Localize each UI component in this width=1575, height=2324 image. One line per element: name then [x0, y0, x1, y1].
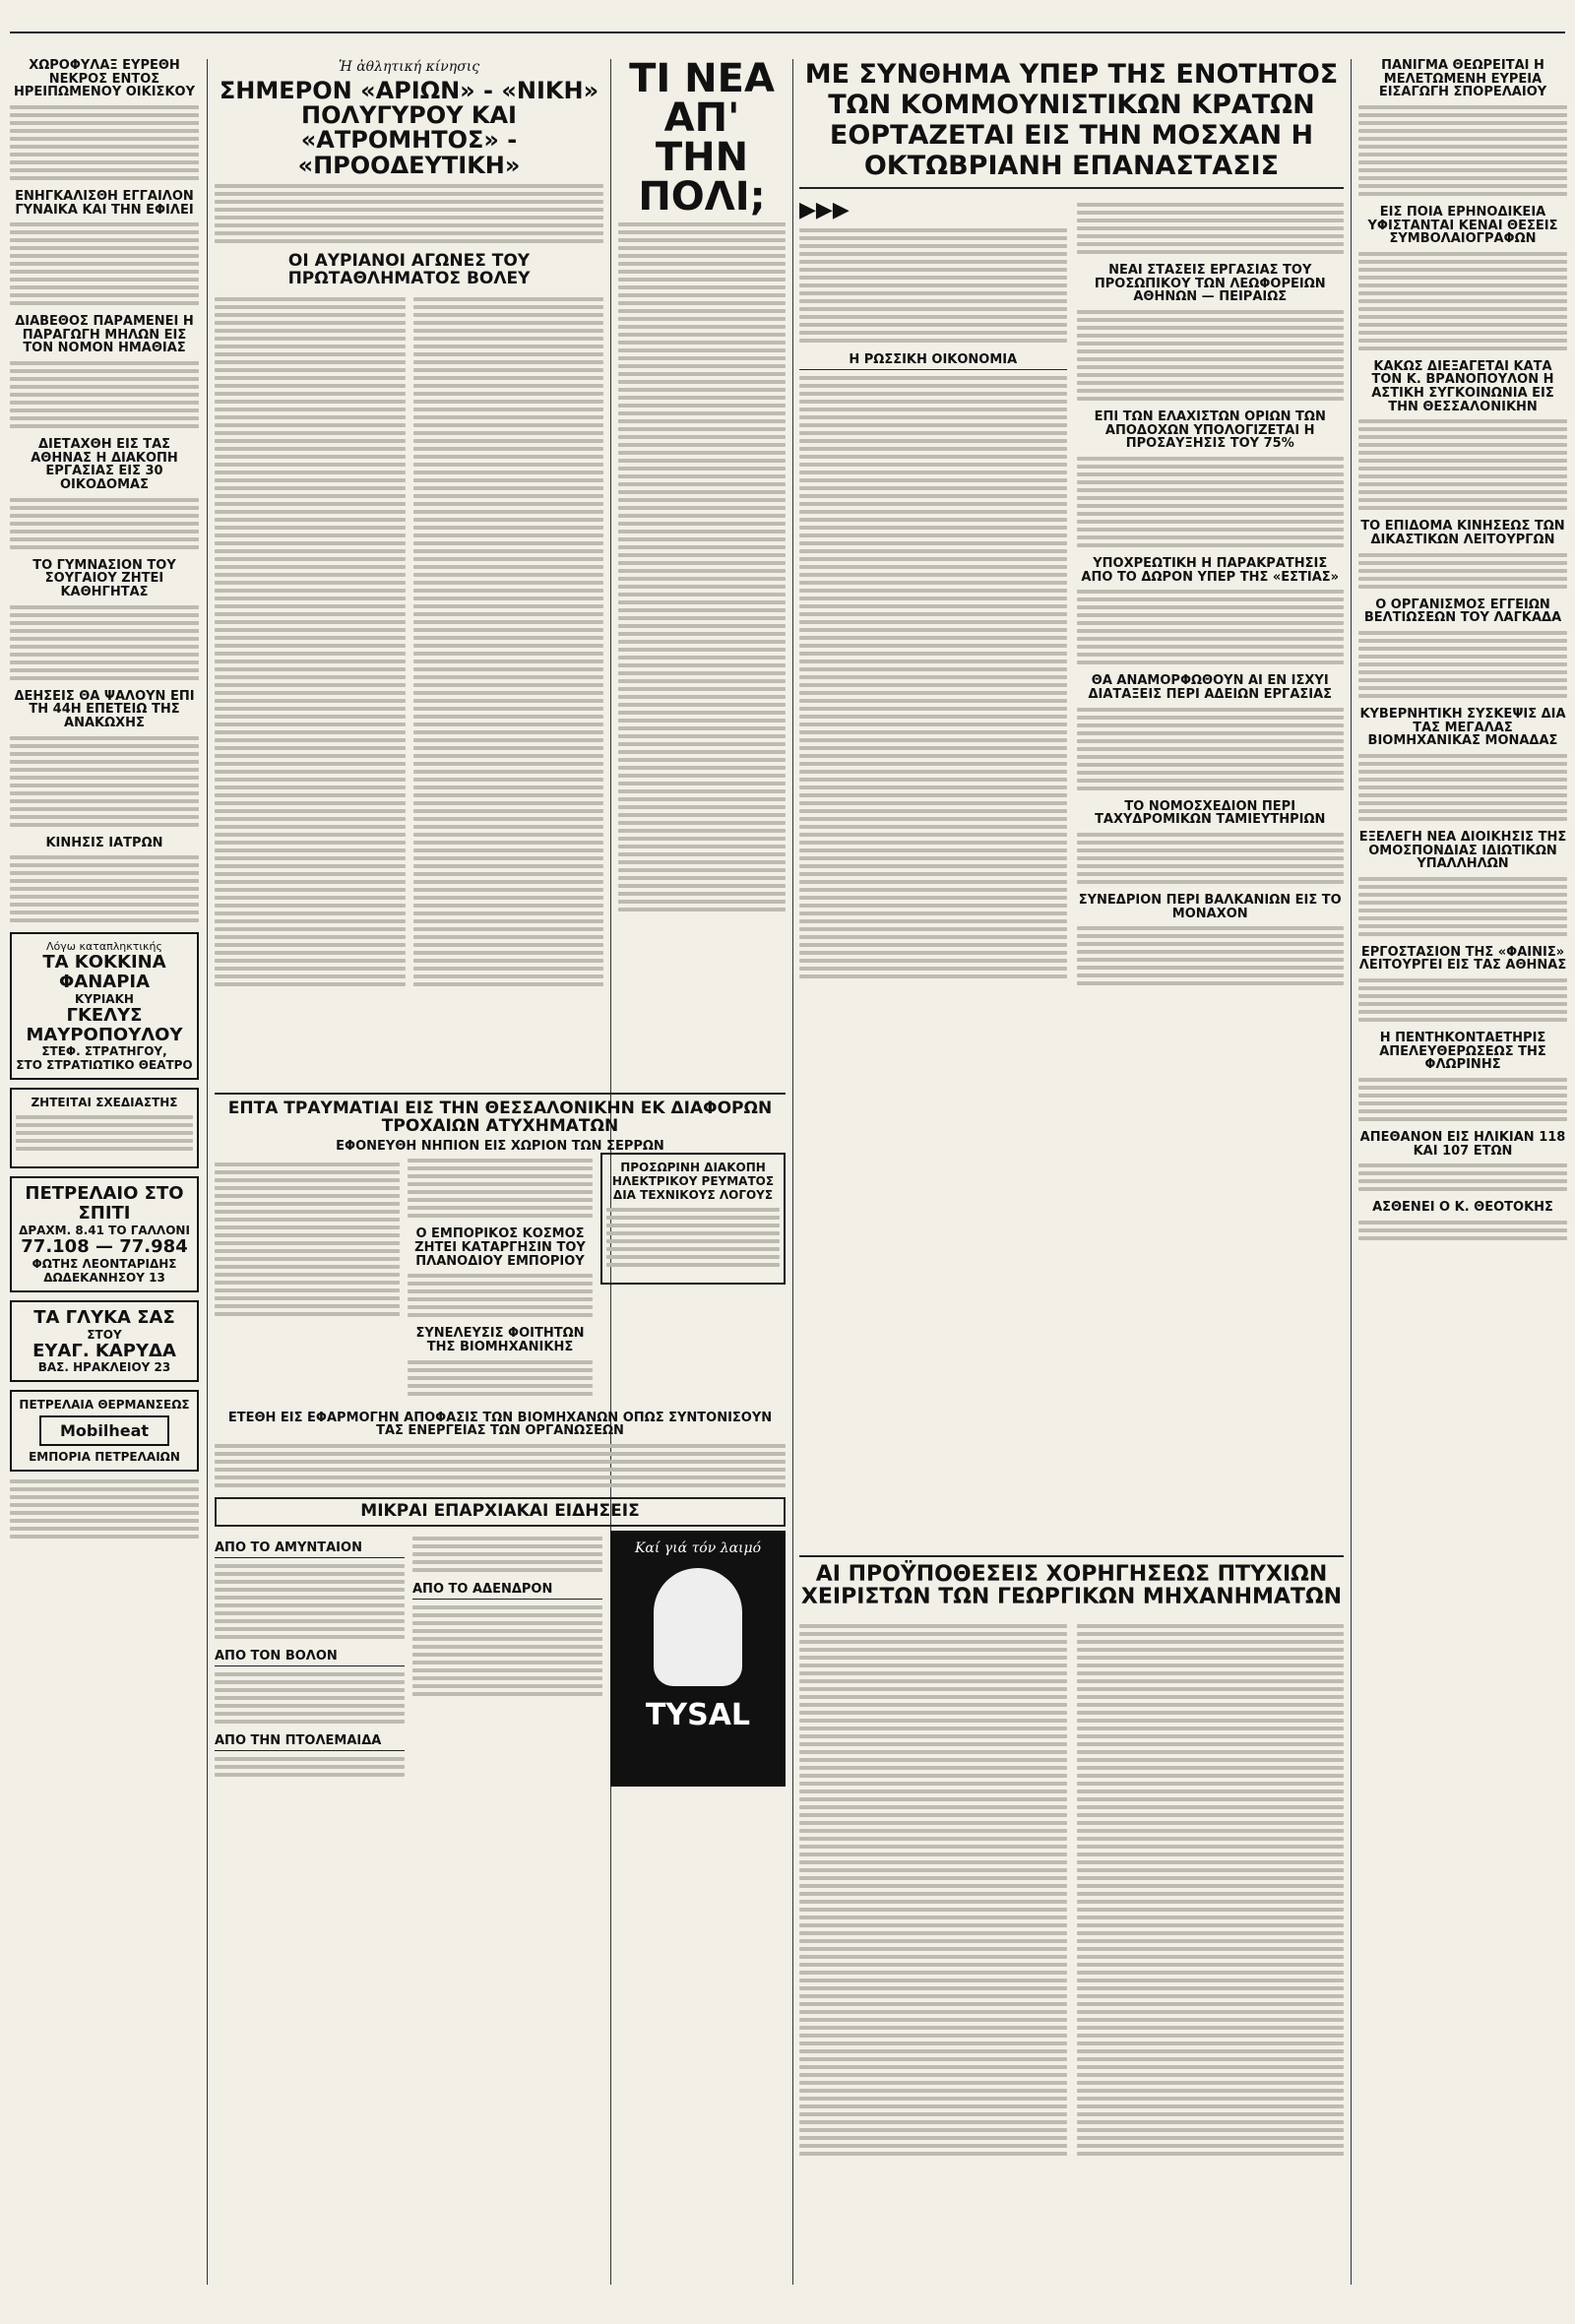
body-text [215, 1564, 405, 1639]
theatre-ad [10, 932, 199, 1080]
body-text [10, 361, 199, 428]
sweets-ad [10, 1300, 199, 1383]
headline: ΝΕΑΙ ΣΤΑΣΕΙΣ ΕΡΓΑΣΙΑΣ ΤΟΥ ΠΡΟΣΩΠΙΚΟΥ ΤΩΝ ΛΕΩΦΟΡΕΙΩΝ ΑΘΗΝΩΝ — ΠΕΙΡΑΙΩΣ [1094, 263, 1326, 305]
right-column [1358, 59, 1567, 1250]
lead-headline: ΜΕ ΣΥΝΘΗΜΑ ΥΠΕΡ ΤΗΣ ΕΝΟΤΗΤΟΣ ΤΩΝ ΚΟΜΜΟΥΝΙΣΤΙΚΩΝ ΚΡΑΤΩΝ ΕΟΡΤΑΖΕΤΑΙ ΕΙΣ ΤΗΝ ΜΟΣΧΑΝ Η ΟΚΤΩΒΡΙΑΝΗ ΕΠΑΝΑΣΤΑΣΙΣ [799, 59, 1344, 189]
brand-logo: Mobilheat [39, 1415, 169, 1446]
headline: ΣΥΝΕΛΕΥΣΙΣ ΦΟΙΤΗΤΩΝ ΤΗΣ ΒΙΟΜΗΧΑΝΙΚΗΣ [415, 1326, 585, 1354]
body-text [1077, 590, 1345, 664]
body-text [618, 222, 786, 911]
body-text [1358, 877, 1567, 936]
headline: ΔΙΑΒΕΘΟΣ ΠΑΡΑΜΕΝΕΙ Η ΠΑΡΑΓΩΓΗ ΜΗΛΩΝ ΕΙΣ ΤΟΝ ΝΟΜΟΝ ΗΜΑΘΙΑΣ [15, 314, 194, 356]
sports-section [215, 59, 603, 1000]
body-text [408, 1274, 593, 1317]
body-columns [215, 1153, 786, 1405]
body-text [10, 222, 199, 305]
body-text [1358, 419, 1567, 510]
subhead: ΑΠΟ ΤΗΝ ΠΤΟΛΕΜΑΙΔΑ [215, 1733, 405, 1751]
left-column [10, 59, 199, 1548]
body-text [10, 605, 199, 680]
ad-line: ΚΥΡΙΑΚΗ [75, 991, 134, 1006]
subhead: ΑΠΟ ΤΟΝ ΒΟΛΟΝ [215, 1649, 405, 1666]
main-body-columns [799, 197, 1344, 995]
body-text [10, 498, 199, 549]
body-text [10, 1479, 199, 1539]
ad-title: ΖΗΤΕΙΤΑΙ ΣΧΕΔΙΑΣΤΗΣ [31, 1096, 178, 1110]
body-columns [799, 1614, 1344, 2169]
ad-line: ΣΤΕΦ. ΣΤΡΑΤΗΓΟΥ, [41, 1044, 167, 1059]
body-text [10, 105, 199, 180]
body-text [10, 855, 199, 922]
headline: ΘΑ ΑΝΑΜΟΡΦΩΘΟΥΝ ΑΙ ΕΝ ΙΣΧΥΙ ΔΙΑΤΑΞΕΙΣ ΠΕΡΙ ΑΔΕΙΩΝ ΕΡΓΑΣΙΑΣ [1088, 673, 1333, 702]
lower-main-story [799, 1555, 1344, 2169]
headline: ΕΦΟΝΕΥΘΗ ΝΗΠΙΟΝ ΕΙΣ ΧΩΡΙΟΝ ΤΩΝ ΣΕΡΡΩΝ [336, 1138, 664, 1154]
body-text [1077, 457, 1345, 547]
body-text [215, 1757, 405, 1777]
headline: ΕΡΓΟΣΤΑΣΙΟΝ ΤΗΣ «ΦΑΙΝΙΣ» ΛΕΙΤΟΥΡΓΕΙ ΕΙΣ ΤΑΣ ΑΘΗΝΑΣ [1358, 944, 1567, 974]
headline: ΥΠΟΧΡΕΩΤΙΚΗ Η ΠΑΡΑΚΡΑΤΗΣΙΣ ΑΠΟ ΤΟ ΔΩΡΟΝ ΥΠΕΡ ΤΗΣ «ΕΣΤΙΑΣ» [1081, 556, 1340, 585]
body-text [1358, 1163, 1567, 1191]
body-text [606, 1208, 780, 1267]
body-text [1358, 631, 1567, 698]
arrows-icon: ▶▶▶ [799, 197, 850, 223]
body-text [215, 184, 603, 243]
headline: ΑΙ ΠΡΟΫΠΟΘΕΣΕΙΣ ΧΟΡΗΓΗΣΕΩΣ ΠΤΥΧΙΩΝ ΧΕΙΡΙΣΤΩΝ ΤΩΝ ΓΕΩΡΓΙΚΩΝ ΜΗΧΑΝΗΜΑΤΩΝ [799, 1555, 1344, 1608]
body-text [413, 293, 604, 990]
section-title: ΤΙ ΝΕΑ ΑΠ' ΤΗΝ ΠΟΛΙ; [629, 56, 775, 220]
main-col-b [1077, 197, 1345, 995]
section-kicker: Ἡ ἀθλητική κίνησις [338, 59, 480, 75]
headline: Ο ΟΡΓΑΝΙΣΜΟΣ ΕΓΓΕΙΩΝ ΒΕΛΤΙΩΣΕΩΝ ΤΟΥ ΛΑΓΚΑΔΑ [1363, 597, 1562, 626]
ad-title: ΠΕΤΡΕΛΑΙΟ ΣΤΟ ΣΠΙΤΙ [25, 1183, 184, 1225]
ad-title: ΕΥΑΓ. ΚΑΡΥΔΑ [32, 1340, 176, 1361]
headline: ΕΤΕΘΗ ΕΙΣ ΕΦΑΡΜΟΓΗΝ ΑΠΟΦΑΣΙΣ ΤΩΝ ΒΙΟΜΗΧΑΝΩΝ ΟΠΩΣ ΣΥΝΤΟΝΙΣΟΥΝ ΤΑΣ ΕΝΕΡΓΕΙΑΣ ΤΩΝ ΟΡΓΑΝΩΣΕΩΝ [227, 1410, 773, 1439]
face-illustration [654, 1568, 742, 1686]
body-text [1358, 1221, 1567, 1240]
main-story [799, 59, 1344, 995]
headline: ΕΠΙ ΤΩΝ ΕΛΑΧΙΣΤΩΝ ΟΡΙΩΝ ΤΩΝ ΑΠΟΔΟΧΩΝ ΥΠΟΛΟΓΙΖΕΤΑΙ Η ΠΡΟΣΑΥΞΗΣΙΣ ΤΟΥ 75% [1094, 409, 1326, 452]
notice-title: ΠΡΟΣΩΡΙΝΗ ΔΙΑΚΟΠΗ ΗΛΕΚΤΡΙΚΟΥ ΡΕΥΜΑΤΟΣ ΔΙΑ ΤΕΧΝΙΚΟΥΣ ΛΟΓΟΥΣ [611, 1161, 775, 1203]
body-col [408, 1153, 593, 1405]
body-text [1358, 252, 1567, 350]
ad-line: ΔΡΑΧΜ. 8.41 ΤΟ ΓΑΛΛΟΝΙ [19, 1223, 190, 1237]
ad-line: ΕΜΠΟΡΙΑ ΠΕΤΡΕΛΑΙΩΝ [29, 1450, 180, 1465]
headline: ΧΩΡΟΦΥΛΑΞ ΕΥΡΕΘΗ ΝΕΚΡΟΣ ΕΝΤΟΣ ΗΡΕΙΠΩΜΕΝΟΥ ΟΙΚΙΣΚΟΥ [14, 58, 195, 100]
body-text [1358, 105, 1567, 196]
body-text [1358, 978, 1567, 1022]
ad-line: Καί γιά τόν λαιμό [634, 1539, 762, 1556]
body-col [215, 1531, 405, 1787]
headline: ΤΟ ΝΟΜΟΣΧΕΔΙΟΝ ΠΕΡΙ ΤΑΧΥΔΡΟΜΙΚΩΝ ΤΑΜΙΕΥΤΗΡΙΩΝ [1095, 798, 1326, 828]
body-text [799, 376, 1067, 978]
body-text [215, 293, 406, 990]
body-text [1358, 754, 1567, 821]
body-text [16, 1115, 193, 1151]
headline: ΔΙΕΤΑΧΘΗ ΕΙΣ ΤΑΣ ΑΘΗΝΑΣ Η ΔΙΑΚΟΠΗ ΕΡΓΑΣΙΑΣ ΕΙΣ 30 ΟΙΚΟΔΟΜΑΣ [31, 437, 178, 493]
page-top-strip [0, 10, 1575, 33]
body-text [1077, 708, 1345, 790]
ad-title: ΓΚΕΛΥΣ ΜΑΥΡΟΠΟΥΛΟΥ [26, 1004, 183, 1045]
headline: ΕΞΕΛΕΓΗ ΝΕΑ ΔΙΟΙΚΗΣΙΣ ΤΗΣ ΟΜΟΣΠΟΝΔΙΑΣ ΙΔΙΩΤΙΚΩΝ ΥΠΑΛΛΗΛΩΝ [1358, 829, 1567, 872]
body-text [1077, 833, 1345, 884]
ad-phone: 77.108 — 77.984 [21, 1235, 188, 1257]
body-text [1077, 310, 1345, 401]
heating-oil-ad [10, 1176, 199, 1291]
headline: ΠΑΝΙΓΜΑ ΘΕΩΡΕΙΤΑΙ Η ΜΕΛΕΤΩΜΕΝΗ ΕΥΡΕΙΑ ΕΙΣΑΓΩΓΗ ΣΠΟΡΕΛΑΙΟΥ [1378, 58, 1547, 100]
column-rule [207, 59, 208, 2285]
subhead: Η ΡΩΣΣΙΚΗ ΟΙΚΟΝΟΜΙΑ [799, 352, 1067, 370]
tinea-section [618, 56, 786, 921]
body-col [412, 1531, 602, 1787]
headline: ΣΥΝΕΔΡΙΟΝ ΠΕΡΙ ΒΑΛΚΑΝΙΩΝ ΕΙΣ ΤΟ ΜΟΝΑΧΟΝ [1078, 892, 1342, 921]
column-rule [1351, 59, 1352, 2285]
body-text [215, 1444, 786, 1487]
body-text [412, 1605, 602, 1696]
ad-line: ΣΤΟ ΣΤΡΑΤΙΩΤΙΚΟ ΘΕΑΤΡΟ [16, 1058, 193, 1073]
body-columns [215, 287, 603, 1000]
body-text [408, 1159, 593, 1218]
headline: ΚΥΒΕΡΝΗΤΙΚΗ ΣΥΣΚΕΨΙΣ ΔΙΑ ΤΑΣ ΜΕΓΑΛΑΣ ΒΙΟΜΗΧΑΝΙΚΑΣ ΜΟΝΑΔΑΣ [1359, 706, 1566, 749]
body-text [1358, 1078, 1567, 1121]
body-text [799, 1620, 1067, 2160]
headline: ΕΝΗΓΚΑΛΙΣΘΗ ΕΓΓΑΙΛΟΝ ΓΥΝΑΙΚΑ ΚΑΙ ΤΗΝ ΕΦΙΛΕΙ [15, 188, 194, 218]
headline: ΜΙΚΡΑΙ ΕΠΑΡΧΙΑΚΑΙ ΕΙΔΗΣΕΙΣ [215, 1497, 786, 1527]
headline: ΕΙΣ ΠΟΙΑ ΕΡΗΝΟΔΙΚΕΙΑ ΥΦΙΣΤΑΝΤΑΙ ΚΕΝΑΙ ΘΕΣΕΙΣ ΣΥΜΒΟΛΑΙΟΓΡΑΦΩΝ [1367, 204, 1558, 247]
headline: ΚΙΝΗΣΙΣ ΙΑΤΡΩΝ [45, 835, 163, 850]
headline: ΕΠΤΑ ΤΡΑΥΜΑΤΙΑΙ ΕΙΣ ΤΗΝ ΘΕΣΣΑΛΟΝΙΚΗΝ ΕΚ ΔΙΑΦΟΡΩΝ ΤΡΟΧΑΙΩΝ ΑΤΥΧΗΜΑΤΩΝ [227, 1099, 773, 1136]
body-text [412, 1537, 602, 1572]
tysal-ad [610, 1531, 786, 1787]
headline: ΑΣΘΕΝΕΙ Ο Κ. ΘΕΟΤΟΚΗΣ [1372, 1200, 1553, 1216]
ad-title: ΠΕΤΡΕΛΑΙΑ ΘΕΡΜΑΝΣΕΩΣ [19, 1398, 190, 1413]
body-text [215, 1159, 400, 1395]
body-text [799, 228, 1067, 343]
column-rule [792, 59, 793, 2285]
headline: Η ΠΕΝΤΗΚΟΝΤΑΕΤΗΡΙΣ ΑΠΕΛΕΥΘΕΡΩΣΕΩΣ ΤΗΣ ΦΛΩΡΙΝΗΣ [1379, 1031, 1546, 1073]
headline: ΤΟ ΕΠΙΔΟΜΑ ΚΙΝΗΣΕΩΣ ΤΩΝ ΔΙΚΑΣΤΙΚΩΝ ΛΕΙΤΟΥΡΓΩΝ [1360, 519, 1565, 548]
body-text [1077, 203, 1345, 254]
body-text [1358, 553, 1567, 589]
body-text [215, 1672, 405, 1724]
body-col [600, 1153, 786, 1405]
subhead: ΑΠΟ ΤΟ ΑΔΕΝΔΡΟΝ [412, 1582, 602, 1600]
body-text [408, 1360, 593, 1396]
headline: Ο ΕΜΠΟΡΙΚΟΣ ΚΟΣΜΟΣ ΖΗΤΕΙ ΚΑΤΑΡΓΗΣΙΝ ΤΟΥ ΠΛΑΝΟΔΙΟΥ ΕΜΠΟΡΙΟΥ [414, 1226, 586, 1269]
classified-ad [10, 1088, 199, 1168]
ad-line: ΔΩΔΕΚΑΝΗΣΟΥ 13 [43, 1270, 165, 1285]
middle-lower [215, 1093, 786, 1787]
main-col-a [799, 197, 1067, 995]
provincial-news [215, 1531, 786, 1787]
body-text [1077, 926, 1345, 985]
ad-title: ΤΑ ΚΟΚΚΙΝΑ ΦΑΝΑΡΙΑ [42, 952, 166, 992]
ad-title: ΤΑ ΓΛΥΚΑ ΣΑΣ [33, 1306, 175, 1328]
headline: ΣΗΜΕΡΟΝ «ΑΡΙΩΝ» - «ΝΙΚΗ» ΠΟΛΥΓΥΡΟΥ ΚΑΙ «ΑΤΡΟΜΗΤΟΣ» - «ΠΡΟΟΔΕΥΤΙΚΗ» [219, 77, 599, 179]
power-notice [600, 1153, 786, 1285]
ad-line: ΣΤΟΥ [87, 1327, 122, 1342]
ad-line: Λόγω καταπληκτικής [46, 940, 162, 954]
mobilheat-ad [10, 1390, 199, 1472]
headline: ΚΑΚΩΣ ΔΙΕΞΑΓΕΤΑΙ ΚΑΤΑ ΤΟΝ Κ. ΒΡΑΝΟΠΟΥΛΟΝ Η ΑΣΤΙΚΗ ΣΥΓΚΟΙΝΩΝΙΑ ΕΙΣ ΤΗΝ ΘΕΣΣΑΛΟΝΙΚΗΝ [1371, 358, 1554, 414]
headline: ΤΟ ΓΥΜΝΑΣΙΟΝ ΤΟΥ ΣΟΥΓΑΙΟΥ ΖΗΤΕΙ ΚΑΘΗΓΗΤΑΣ [32, 557, 176, 599]
body-text [1077, 1620, 1345, 2160]
ad-brand: TYSAL [645, 1697, 751, 1732]
ad-line: ΦΩΤΗΣ ΛΕΟΝΤΑΡΙΔΗΣ [32, 1256, 177, 1271]
divider [215, 1093, 786, 1095]
headline: ΟΙ ΑΥΡΙΑΝΟΙ ΑΓΩΝΕΣ ΤΟΥ ΠΡΩΤΑΘΛΗΜΑΤΟΣ ΒΟΛΕΥ [287, 250, 531, 288]
headline: ΑΠΕΘΑΝΟΝ ΕΙΣ ΗΛΙΚΙΑΝ 118 ΚΑΙ 107 ΕΤΩΝ [1359, 1130, 1566, 1159]
body-text [10, 736, 199, 827]
headline: ΔΕΗΣΕΙΣ ΘΑ ΨΑΛΟΥΝ ΕΠΙ ΤΗ 44Η ΕΠΕΤΕΙΩ ΤΗΣ ΑΝΑΚΩΧΗΣ [14, 688, 195, 730]
subhead: ΑΠΟ ΤΟ ΑΜΥΝΤΑΙΟΝ [215, 1540, 405, 1558]
ad-line: ΒΑΣ. ΗΡΑΚΛΕΙΟΥ 23 [37, 1360, 171, 1375]
